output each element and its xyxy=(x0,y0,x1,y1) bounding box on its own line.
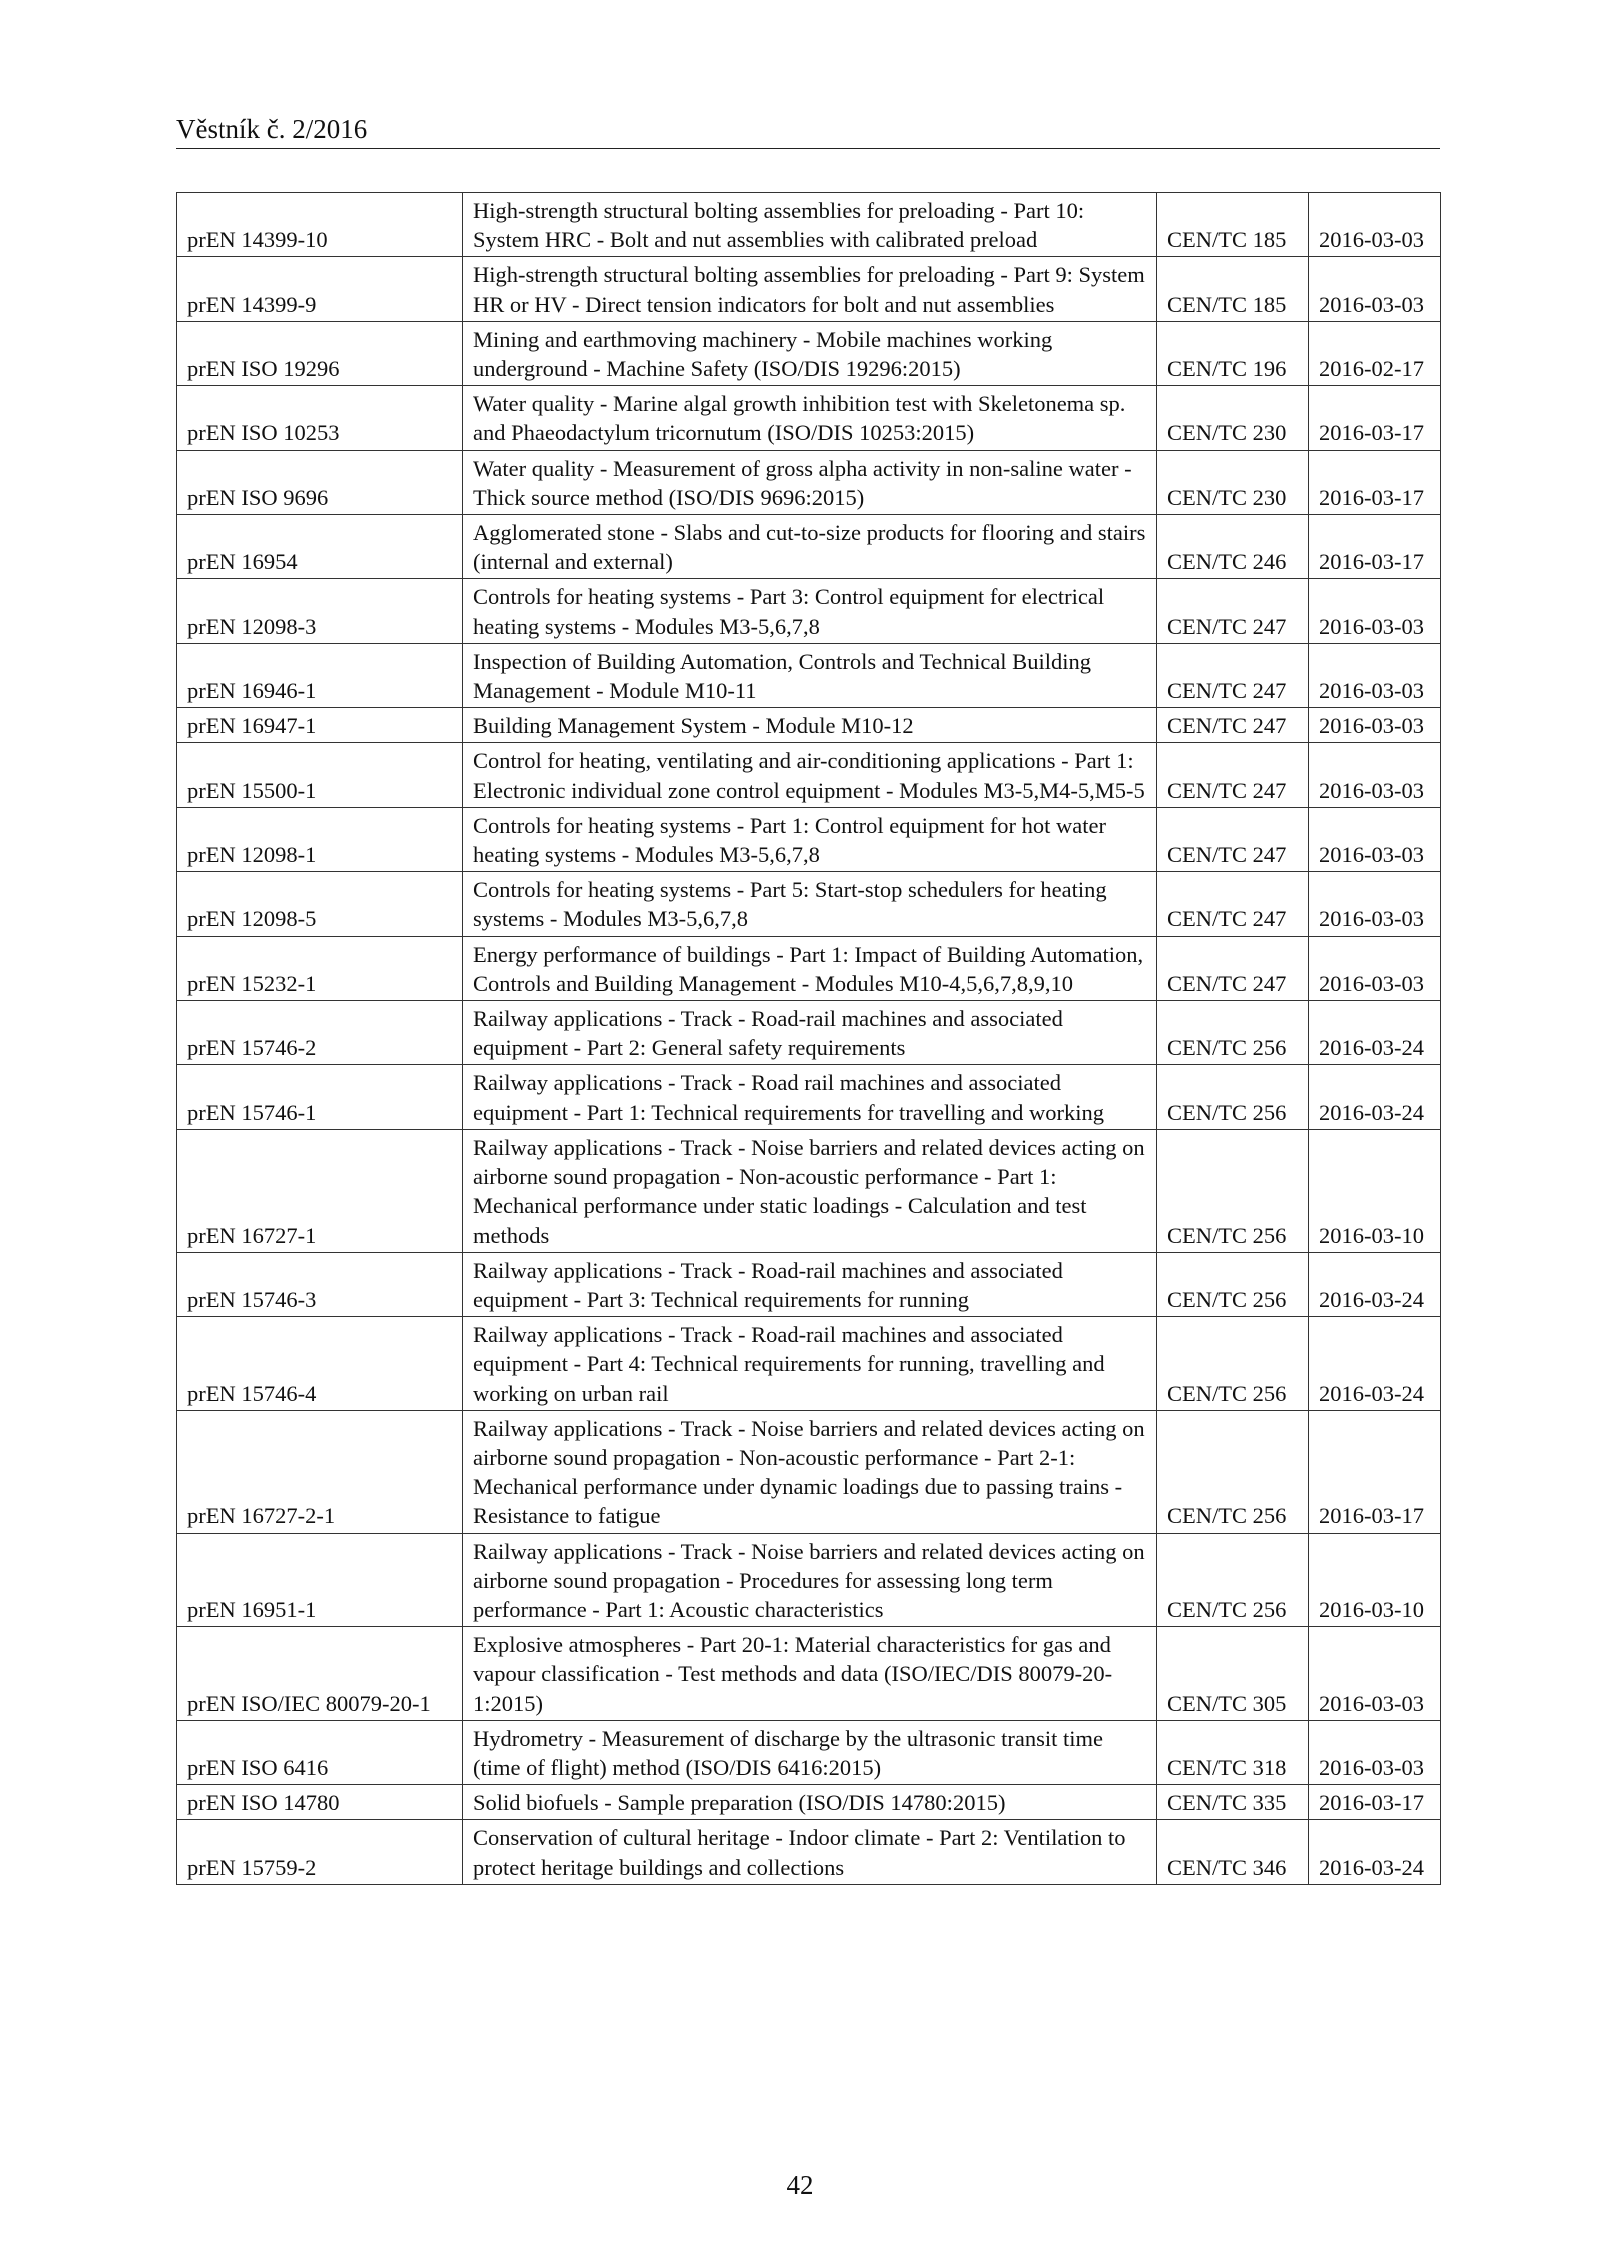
technical-committee-cell: CEN/TC 185 xyxy=(1157,257,1309,321)
standard-title-cell: Mining and earthmoving machinery - Mobile machines working underground - Machine Safety (ISO/DIS 19296:2015) xyxy=(463,321,1157,385)
deadline-date-cell: 2016-03-03 xyxy=(1309,936,1441,1000)
technical-committee-cell: CEN/TC 256 xyxy=(1157,1252,1309,1316)
standard-code-cell: prEN 15746-4 xyxy=(177,1317,463,1411)
standard-title-cell: Railway applications - Track - Noise barriers and related devices acting on airborne sound propagation - Non-acoustic performance - Part 2-1: Mechanical performance under dynamic loadings due to passing trains - Resistance to fatigue xyxy=(463,1410,1157,1533)
technical-committee-cell: CEN/TC 246 xyxy=(1157,515,1309,579)
table-row xyxy=(177,743,1441,807)
standard-code-cell: prEN 16947-1 xyxy=(177,708,463,743)
table-row xyxy=(177,643,1441,707)
deadline-date-cell: 2016-03-03 xyxy=(1309,579,1441,643)
deadline-date-cell: 2016-03-17 xyxy=(1309,515,1441,579)
standard-code-cell: prEN ISO 19296 xyxy=(177,321,463,385)
standard-code-cell: prEN ISO 10253 xyxy=(177,386,463,450)
standard-title-cell: Agglomerated stone - Slabs and cut-to-size products for flooring and stairs (internal and external) xyxy=(463,515,1157,579)
technical-committee-cell: CEN/TC 318 xyxy=(1157,1720,1309,1784)
standard-title-cell: Hydrometry - Measurement of discharge by the ultrasonic transit time (time of flight) method (ISO/DIS 6416:2015) xyxy=(463,1720,1157,1784)
standard-title-cell: Water quality - Marine algal growth inhibition test with Skeletonema sp. and Phaeodactylum tricornutum (ISO/DIS 10253:2015) xyxy=(463,386,1157,450)
standard-code-cell: prEN 16951-1 xyxy=(177,1533,463,1627)
bulletin-title: Věstník č. 2/2016 xyxy=(176,114,368,144)
technical-committee-cell: CEN/TC 256 xyxy=(1157,1065,1309,1129)
technical-committee-cell: CEN/TC 247 xyxy=(1157,743,1309,807)
technical-committee-cell: CEN/TC 230 xyxy=(1157,450,1309,514)
deadline-date-cell: 2016-02-17 xyxy=(1309,321,1441,385)
deadline-date-cell: 2016-03-17 xyxy=(1309,386,1441,450)
deadline-date-cell: 2016-03-24 xyxy=(1309,1252,1441,1316)
table-row xyxy=(177,515,1441,579)
standard-code-cell: prEN 12098-3 xyxy=(177,579,463,643)
technical-committee-cell: CEN/TC 346 xyxy=(1157,1820,1309,1884)
standard-code-cell: prEN 15746-1 xyxy=(177,1065,463,1129)
deadline-date-cell: 2016-03-03 xyxy=(1309,1627,1441,1721)
standard-title-cell: Railway applications - Track - Road-rail machines and associated equipment - Part 3: Technical requirements for running xyxy=(463,1252,1157,1316)
technical-committee-cell: CEN/TC 305 xyxy=(1157,1627,1309,1721)
standard-title-cell: Energy performance of buildings - Part 1: Impact of Building Automation, Controls and Building Management - Modules M10-4,5,6,7,8,9,10 xyxy=(463,936,1157,1000)
table-row xyxy=(177,321,1441,385)
table-row xyxy=(177,386,1441,450)
technical-committee-cell: CEN/TC 256 xyxy=(1157,1001,1309,1065)
standard-code-cell: prEN 15759-2 xyxy=(177,1820,463,1884)
deadline-date-cell: 2016-03-03 xyxy=(1309,193,1441,257)
technical-committee-cell: CEN/TC 196 xyxy=(1157,321,1309,385)
table-row xyxy=(177,1720,1441,1784)
table-row xyxy=(177,193,1441,257)
technical-committee-cell: CEN/TC 256 xyxy=(1157,1129,1309,1252)
technical-committee-cell: CEN/TC 256 xyxy=(1157,1410,1309,1533)
table-row xyxy=(177,1533,1441,1627)
standard-code-cell: prEN ISO 14780 xyxy=(177,1785,463,1820)
deadline-date-cell: 2016-03-03 xyxy=(1309,872,1441,936)
standard-code-cell: prEN 14399-10 xyxy=(177,193,463,257)
technical-committee-cell: CEN/TC 247 xyxy=(1157,936,1309,1000)
deadline-date-cell: 2016-03-24 xyxy=(1309,1820,1441,1884)
standards-table xyxy=(176,192,1441,1885)
deadline-date-cell: 2016-03-03 xyxy=(1309,807,1441,871)
table-row xyxy=(177,1252,1441,1316)
standard-title-cell: Railway applications - Track - Noise barriers and related devices acting on airborne sound propagation - Procedures for assessing long term performance - Part 1: Acoustic characteristics xyxy=(463,1533,1157,1627)
standard-title-cell: Conservation of cultural heritage - Indoor climate - Part 2: Ventilation to protect heritage buildings and collections xyxy=(463,1820,1157,1884)
standard-title-cell: Control for heating, ventilating and air-conditioning applications - Part 1: Electronic individual zone control equipment - Modules M3-5,M4-5,M5-5 xyxy=(463,743,1157,807)
standard-code-cell: prEN 12098-1 xyxy=(177,807,463,871)
standard-title-cell: Railway applications - Track - Road-rail machines and associated equipment - Part 2: General safety requirements xyxy=(463,1001,1157,1065)
deadline-date-cell: 2016-03-10 xyxy=(1309,1533,1441,1627)
standard-code-cell: prEN 16727-1 xyxy=(177,1129,463,1252)
technical-committee-cell: CEN/TC 247 xyxy=(1157,579,1309,643)
technical-committee-cell: CEN/TC 230 xyxy=(1157,386,1309,450)
deadline-date-cell: 2016-03-17 xyxy=(1309,1410,1441,1533)
table-row xyxy=(177,872,1441,936)
standard-title-cell: High-strength structural bolting assemblies for preloading - Part 9: System HR or HV - Direct tension indicators for bolt and nut assemblies xyxy=(463,257,1157,321)
table-row xyxy=(177,1785,1441,1820)
table-row xyxy=(177,579,1441,643)
table-row xyxy=(177,1317,1441,1411)
table-row xyxy=(177,1627,1441,1721)
standard-title-cell: Railway applications - Track - Road rail machines and associated equipment - Part 1: Technical requirements for travelling and working xyxy=(463,1065,1157,1129)
standard-code-cell: prEN 12098-5 xyxy=(177,872,463,936)
standard-code-cell: prEN 16954 xyxy=(177,515,463,579)
standard-title-cell: Inspection of Building Automation, Controls and Technical Building Management - Module M10-11 xyxy=(463,643,1157,707)
deadline-date-cell: 2016-03-03 xyxy=(1309,743,1441,807)
deadline-date-cell: 2016-03-24 xyxy=(1309,1317,1441,1411)
standard-title-cell: Railway applications - Track - Road-rail machines and associated equipment - Part 4: Technical requirements for running, travelling and working on urban rail xyxy=(463,1317,1157,1411)
standards-table-body xyxy=(177,193,1441,1885)
deadline-date-cell: 2016-03-03 xyxy=(1309,643,1441,707)
deadline-date-cell: 2016-03-17 xyxy=(1309,1785,1441,1820)
standard-title-cell: Controls for heating systems - Part 3: Control equipment for electrical heating systems - Modules M3-5,6,7,8 xyxy=(463,579,1157,643)
technical-committee-cell: CEN/TC 247 xyxy=(1157,708,1309,743)
standard-title-cell: Controls for heating systems - Part 5: Start-stop schedulers for heating systems - Modules M3-5,6,7,8 xyxy=(463,872,1157,936)
technical-committee-cell: CEN/TC 256 xyxy=(1157,1317,1309,1411)
standard-title-cell: Explosive atmospheres - Part 20-1: Material characteristics for gas and vapour classification - Test methods and data (ISO/IEC/DIS 80079-20-1:2015) xyxy=(463,1627,1157,1721)
standard-code-cell: prEN 15746-3 xyxy=(177,1252,463,1316)
table-row xyxy=(177,1065,1441,1129)
deadline-date-cell: 2016-03-24 xyxy=(1309,1065,1441,1129)
standard-code-cell: prEN 14399-9 xyxy=(177,257,463,321)
technical-committee-cell: CEN/TC 185 xyxy=(1157,193,1309,257)
table-row xyxy=(177,936,1441,1000)
standard-code-cell: prEN 15232-1 xyxy=(177,936,463,1000)
technical-committee-cell: CEN/TC 335 xyxy=(1157,1785,1309,1820)
standard-title-cell: High-strength structural bolting assemblies for preloading - Part 10: System HRC - Bolt and nut assemblies with calibrated preload xyxy=(463,193,1157,257)
deadline-date-cell: 2016-03-24 xyxy=(1309,1001,1441,1065)
table-row xyxy=(177,708,1441,743)
standard-code-cell: prEN 16727-2-1 xyxy=(177,1410,463,1533)
standard-code-cell: prEN ISO/IEC 80079-20-1 xyxy=(177,1627,463,1721)
technical-committee-cell: CEN/TC 247 xyxy=(1157,872,1309,936)
standard-title-cell: Controls for heating systems - Part 1: Control equipment for hot water heating systems - Modules M3-5,6,7,8 xyxy=(463,807,1157,871)
standard-code-cell: prEN 15500-1 xyxy=(177,743,463,807)
standard-title-cell: Water quality - Measurement of gross alpha activity in non-saline water - Thick source method (ISO/DIS 9696:2015) xyxy=(463,450,1157,514)
standard-title-cell: Building Management System - Module M10-12 xyxy=(463,708,1157,743)
table-row xyxy=(177,1410,1441,1533)
deadline-date-cell: 2016-03-03 xyxy=(1309,708,1441,743)
table-row xyxy=(177,450,1441,514)
standard-title-cell: Solid biofuels - Sample preparation (ISO/DIS 14780:2015) xyxy=(463,1785,1157,1820)
table-row xyxy=(177,1820,1441,1884)
technical-committee-cell: CEN/TC 256 xyxy=(1157,1533,1309,1627)
deadline-date-cell: 2016-03-17 xyxy=(1309,450,1441,514)
table-row xyxy=(177,1001,1441,1065)
technical-committee-cell: CEN/TC 247 xyxy=(1157,807,1309,871)
table-row xyxy=(177,807,1441,871)
standard-code-cell: prEN ISO 6416 xyxy=(177,1720,463,1784)
table-row xyxy=(177,1129,1441,1252)
deadline-date-cell: 2016-03-10 xyxy=(1309,1129,1441,1252)
page-number: 42 xyxy=(786,2170,814,2200)
deadline-date-cell: 2016-03-03 xyxy=(1309,257,1441,321)
standard-code-cell: prEN 15746-2 xyxy=(177,1001,463,1065)
technical-committee-cell: CEN/TC 247 xyxy=(1157,643,1309,707)
table-row xyxy=(177,257,1441,321)
standard-code-cell: prEN ISO 9696 xyxy=(177,450,463,514)
deadline-date-cell: 2016-03-03 xyxy=(1309,1720,1441,1784)
standard-title-cell: Railway applications - Track - Noise barriers and related devices acting on airborne sound propagation - Non-acoustic performance - Part 1: Mechanical performance under static loadings - Calculation and test methods xyxy=(463,1129,1157,1252)
standard-code-cell: prEN 16946-1 xyxy=(177,643,463,707)
page-header xyxy=(176,108,1440,149)
